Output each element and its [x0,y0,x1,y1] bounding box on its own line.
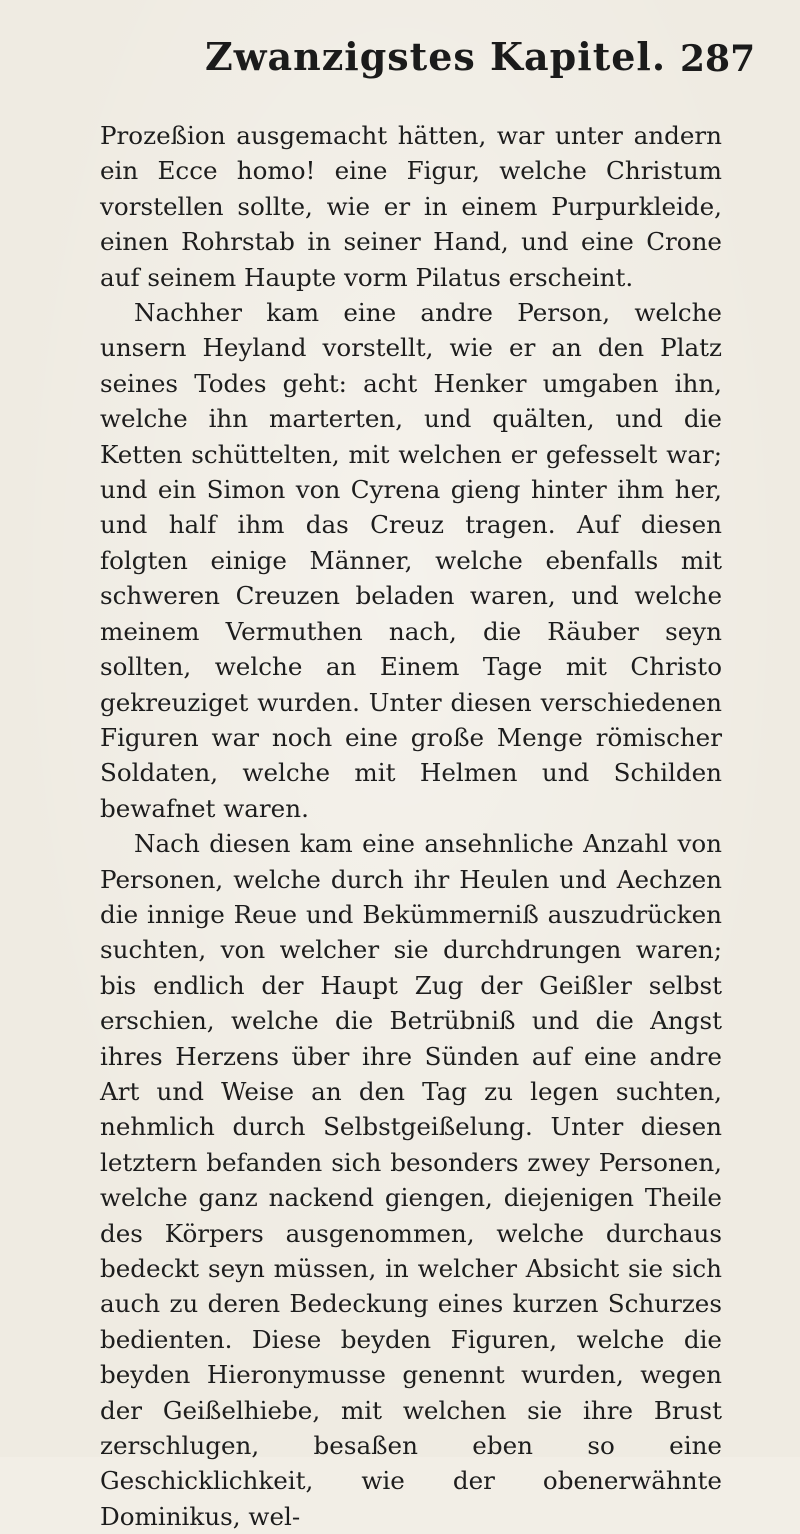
paragraph-procession-heyland: Nachher kam eine andre Person, welche unsern Heyland vorstellt, wie er an den Platz seines Todes geht: acht Henker umgaben ihn, welche ihn marterten, und quälten, und die Ketten schüttelten, mit welchen er gefesselt war; und ein Simon von Cyrena gieng hinter ihm her, und half ihm das Creuz tragen. Auf diesen folgten einige Männer, welche ebenfalls mit schweren Creuzen beladen waren, und welche meinem Vermuthen nach, die Räuber seyn sollten, welche an Einem Tage mit Christo gekreuziget wurden. Unter diesen verschiedenen Figuren war noch eine große Menge römischer Soldaten, welche mit Helmen und Schilden bewafnet waren. [100,298,722,823]
paragraph-continuation: Prozeßion ausgemacht hätten, war unter andern ein Ecce homo! eine Figur, welche Christum vorstellen sollte, wie er in einem Purpurkleide, einen Rohrstab in seiner Hand, und eine Crone auf seinem Haupte vorm Pilatus erscheint. [100,121,722,292]
running-head [0,34,800,94]
chapter-heading: Zwanzigstes Kapitel. [205,34,667,79]
body-text [100,118,722,1534]
paragraph-flagellants: Nach diesen kam eine ansehnliche Anzahl von Personen, welche durch ihr Heulen und Aechzen die innige Reue und Bekümmerniß auszudrücken suchten, von welcher sie durchdrungen waren; bis endlich der Haupt Zug der Geißler selbst erschien, welche die Betrübniß und die Angst ihres Herzens über ihre Sünden auf eine andre Art und Weise an den Tag zu legen suchten, nehmlich durch Selbstgeißelung. Unter diesen letztern befanden sich besonders zwey Personen, welche ganz nackend giengen, diejenigen Theile des Körpers ausgenommen, welche durchaus bedeckt seyn müssen, in welcher Absicht sie sich auch zu deren Bedeckung eines kurzen Schurzes bedienten. Diese beyden Figuren, welche die beyden Hieronymusse genennt wurden, wegen der Geißelhiebe, mit welchen sie ihre Brust zerschlugen, besaßen eben so eine Geschicklichkeit, wie der obenerwähnte Dominikus, wel- [100,829,722,1531]
page-number: 287 [680,38,756,80]
